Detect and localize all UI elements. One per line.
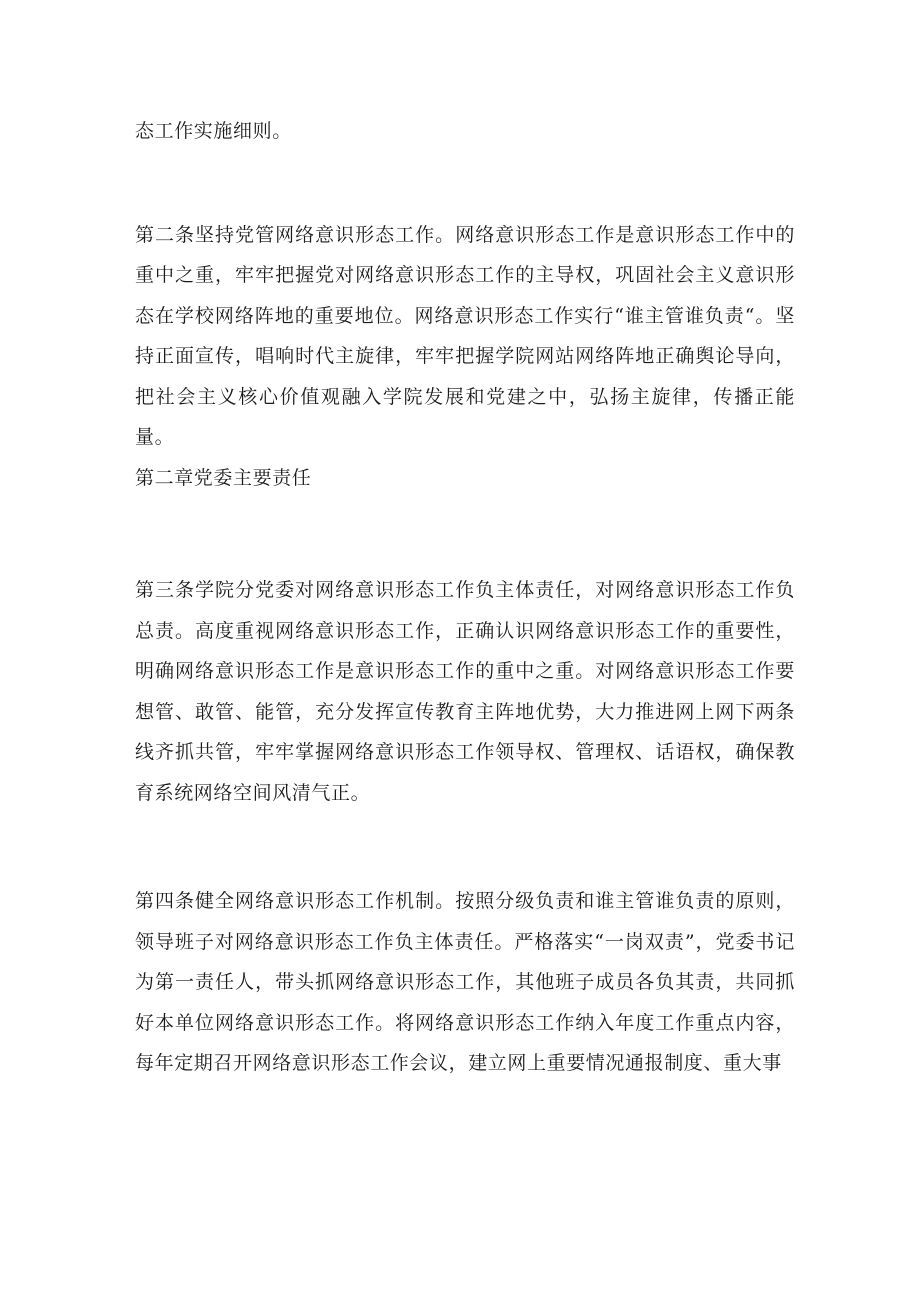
- article-4-paragraph: 第四条健全网络意识形态工作机制。按照分级负责和谁主管谁负责的原则，领导班子对网络意识形态工作负主体责任。严格落实“一岗双责”，党委书记为第一责任人，带头抓网络意识形态工作，其他班子成员各负其责，共同抓好本单位网络意识形态工作。将网络意识形态工作纳入年度工作重点内容，每年定期召开网络意识形态工作会议，建立网上重要情况通报制度、重大事: [135, 890, 795, 1074]
- chapter-2-heading: 第二章党委主要责任: [135, 466, 312, 489]
- document-body: [135, 111, 795, 1084]
- article-2-paragraph: 第二条坚持党管网络意识形态工作。网络意识形态工作是意识形态工作中的重中之重，牢牢把握党对网络意识形态工作的主导权，巩固社会主义意识形态在学校网络阵地的重要地位。网络意识形态工作实行“谁主管谁负责“。坚持正面宣传，唱响时代主旋律，牢牢把握学院网站网络阵地正确舆论导向，把社会主义核心价值观融入学院发展和党建之中，弘扬主旋律，传播正能量。: [135, 223, 795, 448]
- intro-line: 态工作实施细则。: [135, 120, 292, 142]
- article-3-paragraph: 第三条学院分党委对网络意识形态工作负主体责任，对网络意识形态工作负总责。高度重视网络意识形态工作，正确认识网络意识形态工作的重要性，明确网络意识形态工作是意识形态工作的重中之重。对网络意识形态工作要想管、敢管、能管，充分发挥宣传教育主阵地优势，大力推进网上网下两条线齐抓共管，牢牢掌握网络意识形态工作领导权、管理权、话语权，确保教育系统网络空间风清气正。: [135, 579, 795, 804]
